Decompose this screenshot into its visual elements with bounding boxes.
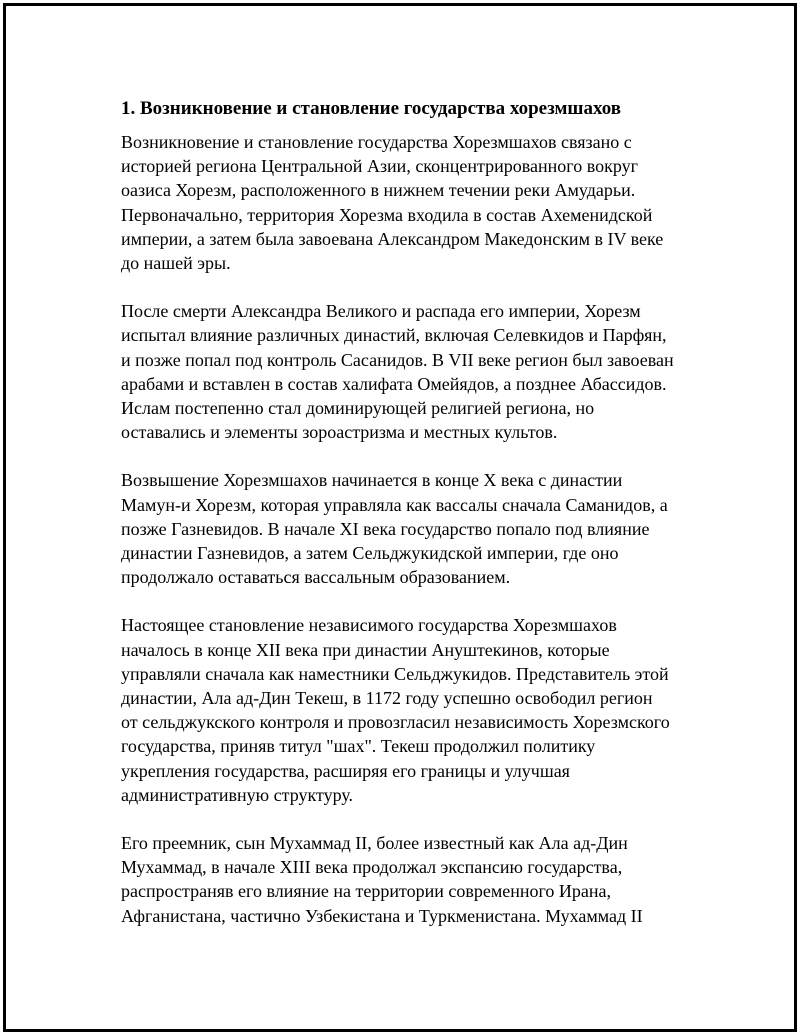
paragraph-line: Возвышение Хорезмшахов начинается в конце X века с династии (121, 470, 623, 491)
paragraph-line: началось в конце XII века при династии Ануштекинов, которые (121, 639, 610, 660)
paragraph-line: Мамун-и Хорезм, которая управляла как вассалы сначала Саманидов, а (121, 494, 668, 515)
paragraph-line: оазиса Хорезм, расположенного в нижнем течении реки Амударьи. (121, 180, 636, 201)
paragraph-line: и позже попал под контроль Сасанидов. В VII веке регион был завоеван (121, 349, 674, 370)
paragraph-line: Первоначально, территория Хорезма входила в состав Ахеменидской (121, 204, 653, 225)
paragraph-line: оставались и элементы зороастризма и местных культов. (121, 422, 558, 443)
paragraph-line: историей региона Центральной Азии, сконцентрированного вокруг (121, 156, 638, 177)
paragraph-line: распространяв его влияние на территории современного Ирана, (121, 881, 612, 902)
paragraph-line: Мухаммад, в начале XIII века продолжал экспансию государства, (121, 857, 623, 878)
paragraph (121, 130, 721, 275)
paragraph-line: Настоящее становление независимого государства Хорезмшахов (121, 615, 617, 636)
paragraph (121, 613, 721, 807)
paragraph-line: Афганистана, частично Узбекистана и Туркменистана. Мухаммад II (121, 905, 643, 926)
paragraph-line: продолжало оставаться вассальным образованием. (121, 567, 511, 588)
paragraph (121, 468, 721, 589)
paragraph-line: укрепления государства, расширяя его границы и улучшая (121, 760, 570, 781)
paragraph-line: до нашей эры. (121, 253, 231, 274)
paragraph-line: династии, Ала ад-Дин Текеш, в 1172 году успешно освободил регион (121, 688, 653, 709)
paragraph-line: арабами и вставлен в состав халифата Омейядов, а позднее Абассидов. (121, 373, 667, 394)
paragraph-line: После смерти Александра Великого и распада его империи, Хорезм (121, 301, 641, 322)
paragraph-line: Возникновение и становление государства Хорезмшахов связано с (121, 132, 632, 152)
paragraph-line: империи, а затем была завоевана Александром Македонским в IV веке (121, 228, 664, 249)
paragraph (121, 299, 721, 444)
paragraph-line: позже Газневидов. В начале XI века государство попало под влияние (121, 518, 650, 539)
paragraph (121, 831, 721, 928)
page-frame (3, 3, 797, 1032)
paragraph-line: династии Газневидов, а затем Сельджукидской империи, где оно (121, 543, 619, 564)
paragraph-line: Ислам постепенно стал доминирующей религией региона, но (121, 398, 595, 419)
paragraph-line: испытал влияние различных династий, включая Селевкидов и Парфян, (121, 325, 667, 346)
paragraphs-container (121, 130, 721, 928)
paragraph-line: административную структуру. (121, 784, 354, 805)
document-body (121, 96, 721, 952)
paragraph-line: управляли сначала как наместники Сельджукидов. Представитель этой (121, 663, 669, 684)
paragraph-line: от сельджукского контроля и провозгласил независимость Хорезмского (121, 712, 670, 733)
paragraph-line: Его преемник, сын Мухаммад II, более известный как Ала ад-Дин (121, 833, 628, 854)
paragraph-line: государства, приняв титул "шах". Текеш продолжил политику (121, 736, 596, 757)
section-heading: 1. Возникновение и становление государства хорезмшахов (121, 98, 622, 119)
